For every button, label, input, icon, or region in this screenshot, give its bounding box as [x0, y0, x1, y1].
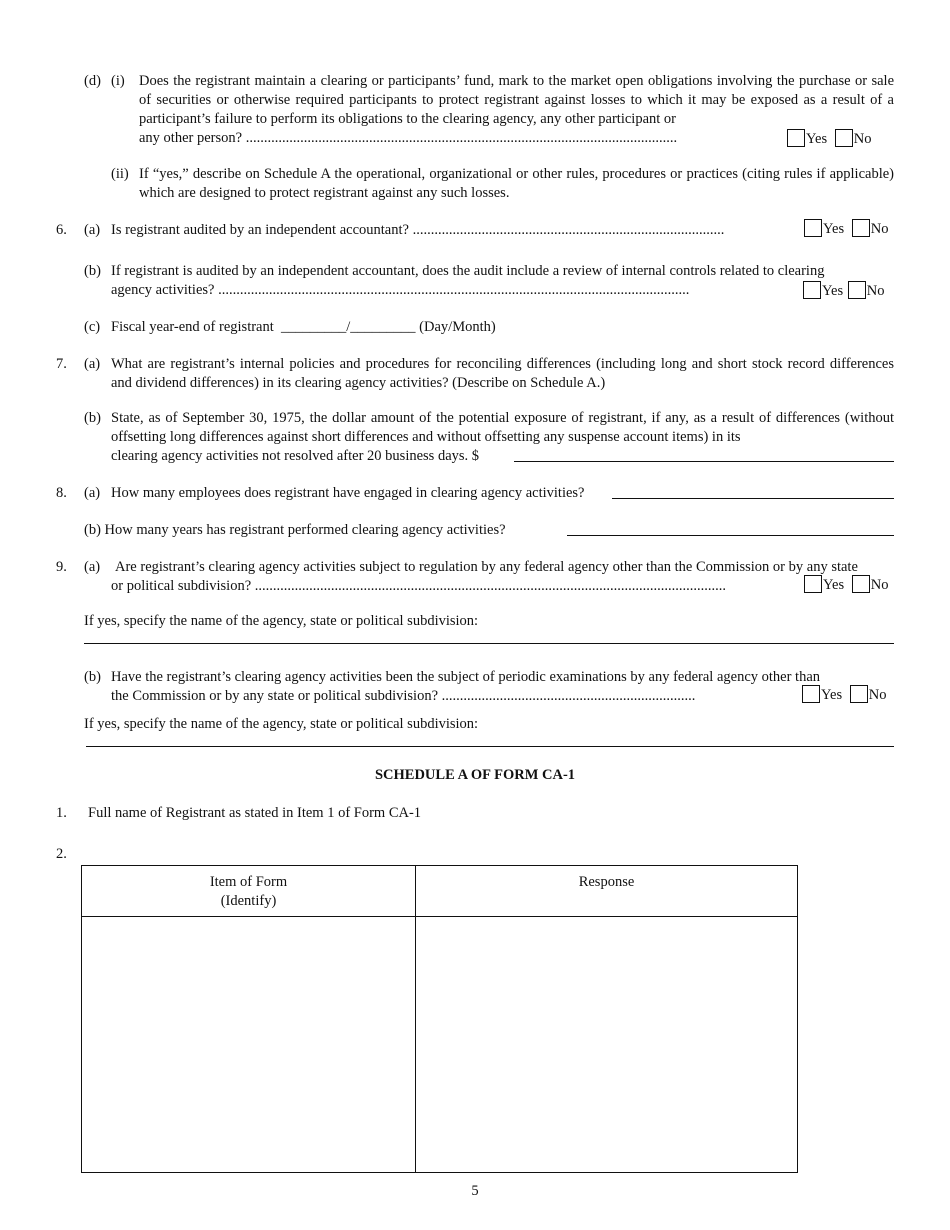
q9-a-options: [804, 575, 888, 595]
q9-b-options: [802, 685, 886, 705]
q6-a-number: (a): [84, 222, 101, 238]
no-label: No: [868, 687, 887, 703]
q5-d-i-options: [787, 129, 871, 149]
q8-b-years-blank[interactable]: [567, 535, 894, 536]
no-label: No: [866, 283, 885, 299]
q6-b-no-checkbox[interactable]: [848, 281, 866, 299]
q9-b-text: Have the registrant’s clearing agency activities been the subject of periodic examinations by any federal agency other than: [111, 669, 821, 685]
q6-b-text-end: agency activities? ..................................................................................................................................: [111, 282, 690, 298]
yes-label: Yes: [822, 283, 844, 299]
yes-label: Yes: [821, 687, 843, 703]
column-header-response: [416, 866, 798, 917]
yes-label: Yes: [823, 577, 845, 593]
q9-b-specify: If yes, specify the name of the agency, state or political subdivision:: [84, 716, 479, 732]
q7-b-dollar-blank[interactable]: [514, 461, 894, 462]
q8-a-number: (a): [84, 485, 101, 501]
q5-d-i-number: (i): [111, 73, 125, 89]
q7-b-text: State, as of September 30, 1975, the dollar amount of the potential exposure of registrant, if any, as a result of differences (without offsetting long differences against short differences and without offsetting any suspense account items) in its: [111, 410, 894, 445]
column-header-item-line1: Item of Form: [209, 874, 288, 890]
q9-a-no-checkbox[interactable]: [852, 575, 870, 593]
q6-c-fiscal-year-end: Fiscal year-end of registrant _________/_________ (Day/Month): [111, 319, 496, 335]
q7-b-text-end: clearing agency activities not resolved after 20 business days. $: [111, 448, 480, 464]
schedule-table: [81, 865, 798, 1173]
q7-number: 7.: [56, 356, 67, 372]
no-label: No: [870, 577, 889, 593]
schedule-item2-number: 2.: [56, 846, 67, 862]
q6-a-options: [804, 219, 888, 239]
q8-b-text: (b) How many years has registrant performed clearing agency activities?: [84, 522, 506, 538]
q6-a-yes-checkbox[interactable]: [804, 219, 822, 237]
no-label: No: [853, 131, 872, 147]
q9-a-text-end: or political subdivision? ..................................................................................................................................: [111, 578, 727, 594]
schedule-item1-number: 1.: [56, 805, 67, 821]
item-of-form-cell[interactable]: [82, 917, 416, 1173]
q8-a-text: How many employees does registrant have engaged in clearing agency activities?: [111, 485, 585, 501]
q9-b-number: (b): [84, 669, 101, 685]
q7-a-number: (a): [84, 356, 101, 372]
q8-number: 8.: [56, 485, 67, 501]
q9-b-agency-blank[interactable]: [86, 746, 894, 747]
q9-a-agency-blank[interactable]: [84, 643, 894, 644]
q9-b-yes-checkbox[interactable]: [802, 685, 820, 703]
q9-a-text: Are registrant’s clearing agency activities subject to regulation by any federal agency other than the Commission or by any state: [115, 559, 858, 575]
q6-a-text: Is registrant audited by an independent accountant? ......................................................................................: [111, 222, 725, 238]
column-header-response-label: Response: [578, 874, 635, 890]
q9-a-number: (a): [84, 559, 101, 575]
q5-d-i-yes-checkbox[interactable]: [787, 129, 805, 147]
schedule-heading: SCHEDULE A OF FORM CA-1: [374, 767, 576, 783]
yes-label: Yes: [806, 131, 828, 147]
q7-a-text: What are registrant’s internal policies and procedures for reconciling differences (including long and short stock record differences and dividend differences) in its clearing agency activities? (Describe on Schedule A.): [111, 356, 894, 391]
q9-a-yes-checkbox[interactable]: [804, 575, 822, 593]
q9-b-text-end: the Commission or by any state or political subdivision? ......................................................................: [111, 688, 696, 704]
q6-c-number: (c): [84, 319, 101, 335]
response-cell[interactable]: [416, 917, 798, 1173]
q9-number: 9.: [56, 559, 67, 575]
q5-d-i-text: Does the registrant maintain a clearing or participants’ fund, mark to the market open obligations involving the purchase or sale of securities or otherwise required participants to protect registrant against losses to which it may be exposed as a result of a participant’s failure to perform its obligations to the clearing agency, any other participant or: [139, 73, 894, 127]
q7-b-number: (b): [84, 410, 101, 426]
q9-b-no-checkbox[interactable]: [850, 685, 868, 703]
no-label: No: [870, 221, 889, 237]
q6-a-no-checkbox[interactable]: [852, 219, 870, 237]
yes-label: Yes: [823, 221, 845, 237]
q6-b-number: (b): [84, 263, 101, 279]
q5-d-ii-number: (ii): [111, 166, 129, 182]
page-number: 5: [471, 1183, 479, 1199]
q5-d-i-no-checkbox[interactable]: [835, 129, 853, 147]
q5-d-number: (d): [84, 73, 101, 89]
q5-d-ii-text: If “yes,” describe on Schedule A the operational, organizational or other rules, procedures or practices (citing rules if applicable) which are designed to protect registrant against any such losses.: [139, 166, 894, 201]
schedule-item1-text: Full name of Registrant as stated in Item 1 of Form CA-1: [88, 805, 422, 821]
q6-number: 6.: [56, 222, 67, 238]
q9-a-specify: If yes, specify the name of the agency, state or political subdivision:: [84, 613, 479, 629]
q6-b-options: [803, 281, 884, 301]
q6-b-yes-checkbox[interactable]: [803, 281, 821, 299]
column-header-item-line2: (Identify): [220, 893, 277, 909]
q8-a-employees-blank[interactable]: [612, 498, 894, 499]
q5-d-i-text-end: any other person? .......................................................................................................................: [139, 130, 678, 146]
q6-b-text: If registrant is audited by an independent accountant, does the audit include a review of internal controls related to clearing: [111, 263, 825, 279]
column-header-item-of-form: [82, 866, 416, 917]
